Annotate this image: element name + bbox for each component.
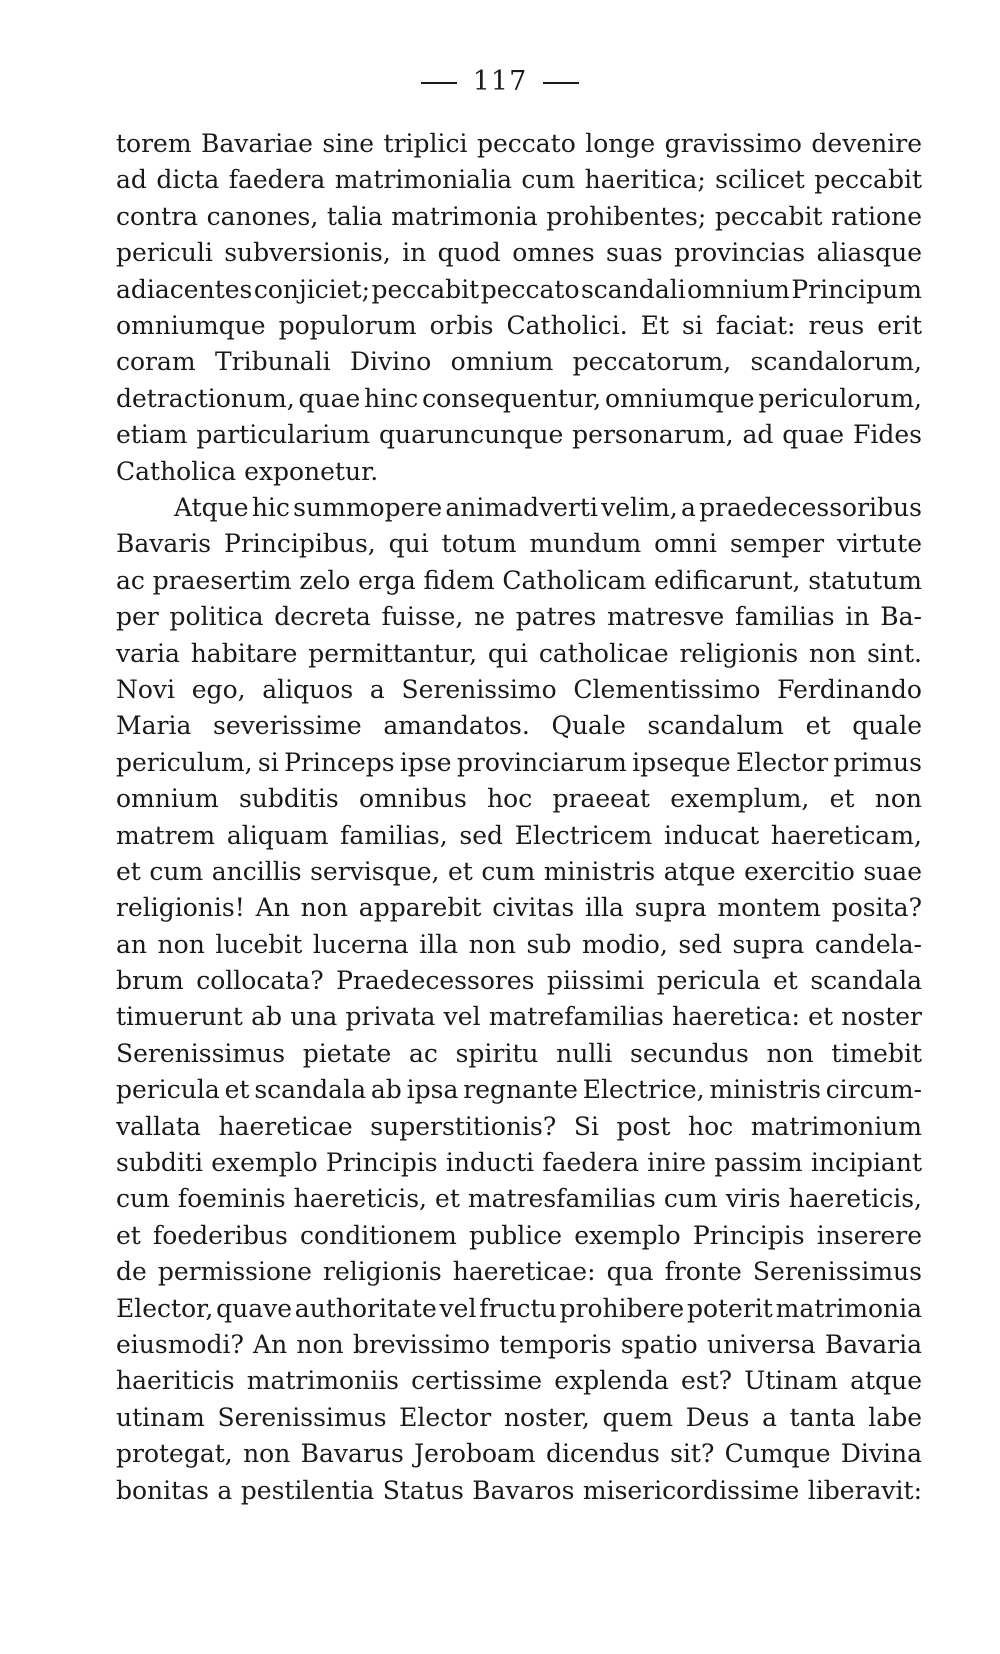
text-line: matrem aliquam familias, sed Electricem inducat haereticam,: [116, 820, 922, 850]
text-line: omnium subditis omnibus hoc praeeat exemplum, et non: [116, 784, 922, 814]
page-number: 117: [472, 66, 528, 97]
text-line: timuerunt ab una privata vel matrefamilias haeretica: et noster: [116, 1002, 922, 1032]
page-header: [0, 62, 1000, 102]
text-line: brum collocata? Praedecessores piissimi pericula et scandala: [116, 966, 922, 996]
paragraph-1: [116, 126, 922, 490]
text-line: et cum ancillis servisque, et cum ministris atque exercitio suae: [116, 856, 922, 886]
text-line: Serenissimus pietate ac spiritu nulli secundus non timebit: [116, 1038, 922, 1068]
text-line: omniumque populorum orbis Catholici. Et si faciat: reus erit: [116, 310, 922, 340]
text-line: haeriticis matrimoniis certissime explenda est? Utinam atque: [116, 1366, 922, 1396]
text-line: utinam Serenissimus Elector noster, quem Deus a tanta labe: [116, 1402, 922, 1432]
text-line: bonitas a pestilentia Status Bavaros misericordissime liberavit:: [116, 1475, 922, 1505]
text-line: ad dicta faedera matrimonialia cum haeritica; scilicet peccabit: [116, 165, 922, 195]
text-line: coram Tribunali Divino omnium peccatorum, scandalorum,: [116, 347, 922, 377]
text-line: Maria severissime amandatos. Quale scandalum et quale: [116, 711, 922, 741]
text-line: periculi subversionis, in quod omnes suas provincias aliasque: [116, 238, 922, 268]
text-line: et foederibus conditionem publice exemplo Principis inserere: [116, 1220, 922, 1250]
text-line: periculum, si Princeps ipse provinciarum ipseque Elector primus: [116, 747, 922, 777]
text-line: adiacentes conjiciet; peccabit peccato scandali omnium Principum: [116, 274, 922, 304]
text-line: pericula et scandala ab ipsa regnante Electrice, ministris circum-: [116, 1075, 922, 1105]
left-dash: [421, 82, 457, 84]
text-line: contra canones, talia matrimonia prohibentes; peccabit ratione: [116, 201, 922, 231]
text-line: Elector, quave authoritate vel fructu prohibere poterit matrimonia: [116, 1293, 922, 1323]
text-line: an non lucebit lucerna illa non sub modio, sed supra candela-: [116, 929, 922, 959]
text-line: Novi ego, aliquos a Serenissimo Clementissimo Ferdinando: [116, 674, 922, 704]
text-line: cum foeminis haereticis, et matresfamilias cum viris haereticis,: [116, 1184, 922, 1214]
text-line: varia habitare permittantur, qui catholicae religionis non sint.: [116, 638, 922, 668]
text-line: subditi exemplo Principis inducti faedera inire passim incipiant: [116, 1148, 922, 1178]
right-dash: [543, 82, 579, 84]
text-line: protegat, non Bavarus Jeroboam dicendus sit? Cumque Divina: [116, 1439, 922, 1469]
text-line: vallata haereticae superstitionis? Si post hoc matrimonium: [116, 1111, 922, 1141]
text-line: Catholica exponetur.: [116, 456, 379, 486]
text-line: religionis! An non apparebit civitas illa supra montem posita?: [116, 893, 922, 923]
text-line: per politica decreta fuisse, ne patres matresve familias in Ba-: [116, 602, 922, 632]
text-line: Atque hic summopere animadverti velim, a praedecessoribus: [174, 493, 922, 522]
text-line: detractionum, quae hinc consequentur, omniumque periculorum,: [116, 383, 922, 413]
text-line: de permissione religionis haereticae: qua fronte Serenissimus: [116, 1257, 922, 1287]
text-line: eiusmodi? An non brevissimo temporis spatio universa Bavaria: [116, 1329, 922, 1359]
text-line: etiam particularium quaruncunque personarum, ad quae Fides: [116, 420, 922, 450]
paragraph-2: [116, 490, 922, 1509]
text-line: ac praesertim zelo erga fidem Catholicam edificarunt, statutum: [116, 565, 922, 595]
text-line: Bavaris Principibus, qui totum mundum omni semper virtute: [116, 529, 922, 559]
text-line: torem Bavariae sine triplici peccato longe gravissimo devenire: [116, 129, 922, 158]
